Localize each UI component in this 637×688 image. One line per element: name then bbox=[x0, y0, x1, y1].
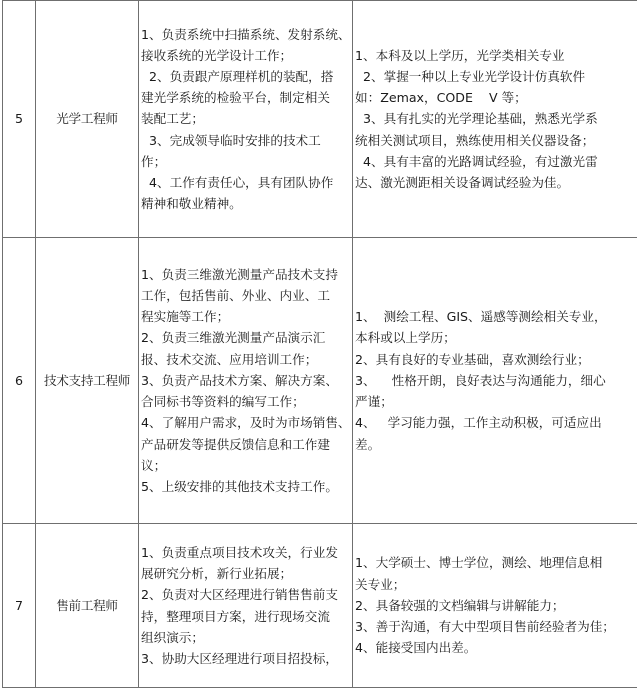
duty-line: 合同标书等资料的编写工作； bbox=[141, 391, 350, 412]
job-requirements-table bbox=[2, 0, 637, 688]
duty-line: 建光学系统的检验平台，制定相关 bbox=[141, 87, 350, 108]
duty-line: 5、上级安排的其他技术支持工作。 bbox=[141, 476, 350, 497]
requirement-line: 3、善于沟通，有大中型项目售前经验者为佳； bbox=[355, 616, 636, 637]
requirements-cell bbox=[353, 238, 637, 524]
duty-line: 3、协助大区经理进行项目招投标， bbox=[141, 648, 350, 669]
row-number: 6 bbox=[3, 238, 36, 524]
duty-line: 1、负责三维激光测量产品技术支持 bbox=[141, 264, 350, 285]
requirement-line: 2、具有良好的专业基础，喜欢测绘行业； bbox=[355, 349, 636, 370]
duty-line: 议； bbox=[141, 455, 350, 476]
duty-line: 2、负责三维激光测量产品演示汇 bbox=[141, 327, 350, 348]
requirements-cell bbox=[353, 524, 637, 688]
duty-line: 工作，包括售前、外业、内业、工 bbox=[141, 285, 350, 306]
duty-line: 4、工作有责任心，具有团队协作 bbox=[141, 172, 350, 193]
duties-cell bbox=[139, 524, 353, 688]
duty-line: 3、完成领导临时安排的技术工 bbox=[141, 130, 350, 151]
requirement-line: 2、掌握一种以上专业光学设计仿真软件 bbox=[355, 66, 636, 87]
requirement-line: 统相关测试项目，熟练使用相关仪器设备； bbox=[355, 130, 636, 151]
duties-cell bbox=[139, 1, 353, 238]
position-title: 技术支持工程师 bbox=[36, 238, 139, 524]
duty-line: 3、负责产品技术方案、解决方案、 bbox=[141, 370, 350, 391]
duty-line: 4、了解用户需求，及时为市场销售、 bbox=[141, 412, 350, 433]
duty-line: 接收系统的光学设计工作； bbox=[141, 45, 350, 66]
duty-line: 1、负责系统中扫描系统、发射系统、 bbox=[141, 24, 350, 45]
requirement-line: 4、能接受国内出差。 bbox=[355, 637, 636, 658]
duty-line: 1、负责重点项目技术攻关，行业发 bbox=[141, 542, 350, 563]
duty-line: 持，整理项目方案，进行现场交流 bbox=[141, 606, 350, 627]
duty-line: 装配工艺； bbox=[141, 108, 350, 129]
requirement-line: 3、 性格开朗，良好表达与沟通能力，细心 bbox=[355, 370, 636, 391]
requirement-line: 如：Zemax，CODE V 等； bbox=[355, 87, 636, 108]
row-number: 5 bbox=[3, 1, 36, 238]
requirement-line: 1、本科及以上学历，光学类相关专业 bbox=[355, 45, 636, 66]
position-title: 光学工程师 bbox=[36, 1, 139, 238]
duty-line: 报、技术交流、应用培训工作； bbox=[141, 349, 350, 370]
requirement-line: 1、 测绘工程、GIS、遥感等测绘相关专业， bbox=[355, 306, 636, 327]
row-number: 7 bbox=[3, 524, 36, 688]
duty-line: 2、负责对大区经理进行销售售前支 bbox=[141, 584, 350, 605]
duty-line: 程实施等工作； bbox=[141, 306, 350, 327]
requirement-line: 4、 学习能力强，工作主动积极，可适应出 bbox=[355, 412, 636, 433]
requirement-line: 4、具有丰富的光路调试经验，有过激光雷 bbox=[355, 151, 636, 172]
requirements-cell bbox=[353, 1, 637, 238]
requirement-line: 关专业； bbox=[355, 574, 636, 595]
requirement-line: 3、具有扎实的光学理论基础，熟悉光学系 bbox=[355, 108, 636, 129]
table-row bbox=[3, 524, 637, 688]
requirement-line: 2、具备较强的文档编辑与讲解能力； bbox=[355, 595, 636, 616]
table-row bbox=[3, 238, 637, 524]
requirement-line: 达、激光测距相关设备调试经验为佳。 bbox=[355, 172, 636, 193]
duty-line: 作； bbox=[141, 151, 350, 172]
duty-line: 组织演示； bbox=[141, 627, 350, 648]
duty-line: 精神和敬业精神。 bbox=[141, 193, 350, 214]
duties-cell bbox=[139, 238, 353, 524]
requirement-line: 本科或以上学历； bbox=[355, 327, 636, 348]
table-row bbox=[3, 1, 637, 238]
requirement-line: 严谨； bbox=[355, 391, 636, 412]
duty-line: 展研究分析，新行业拓展； bbox=[141, 563, 350, 584]
requirement-line: 1、大学硕士、博士学位，测绘、地理信息相 bbox=[355, 552, 636, 573]
duty-line: 2、负责跟产原理样机的装配，搭 bbox=[141, 66, 350, 87]
requirement-line: 差。 bbox=[355, 434, 636, 455]
position-title: 售前工程师 bbox=[36, 524, 139, 688]
duty-line: 产品研发等提供反馈信息和工作建 bbox=[141, 434, 350, 455]
